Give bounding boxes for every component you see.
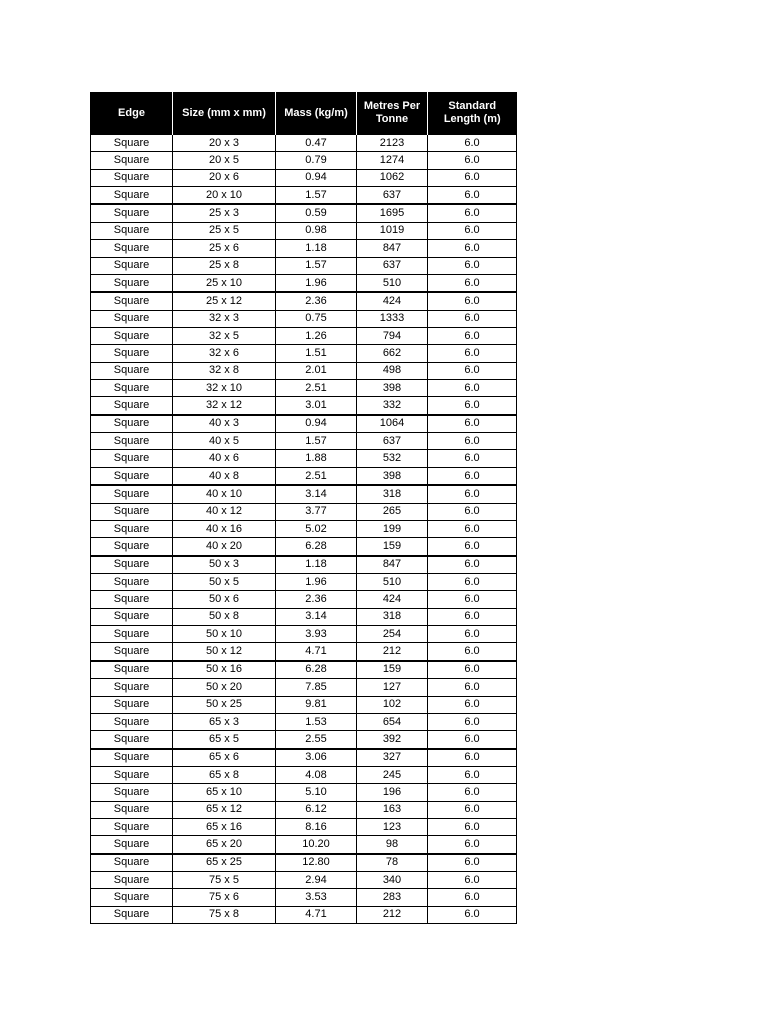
cell-size: 75 x 6 [173, 889, 276, 906]
cell-standard-length: 6.0 [428, 661, 517, 679]
cell-edge: Square [91, 836, 173, 854]
cell-metres-per-tonne: 662 [357, 345, 428, 362]
cell-metres-per-tonne: 265 [357, 503, 428, 520]
cell-metres-per-tonne: 2123 [357, 135, 428, 152]
cell-mass: 1.18 [276, 556, 357, 574]
cell-standard-length: 6.0 [428, 749, 517, 767]
cell-mass: 1.96 [276, 274, 357, 292]
cell-edge: Square [91, 906, 173, 923]
cell-standard-length: 6.0 [428, 450, 517, 467]
cell-standard-length: 6.0 [428, 169, 517, 186]
cell-mass: 2.36 [276, 292, 357, 310]
table-row [91, 433, 517, 450]
cell-metres-per-tonne: 424 [357, 591, 428, 608]
cell-edge: Square [91, 222, 173, 239]
cell-metres-per-tonne: 392 [357, 731, 428, 749]
header-standard-length: Standard Length (m) [428, 92, 517, 135]
cell-mass: 4.71 [276, 643, 357, 661]
cell-standard-length: 6.0 [428, 626, 517, 643]
cell-mass: 2.51 [276, 380, 357, 397]
cell-mass: 0.75 [276, 310, 357, 327]
cell-metres-per-tonne: 199 [357, 520, 428, 537]
cell-metres-per-tonne: 245 [357, 766, 428, 783]
cell-metres-per-tonne: 332 [357, 397, 428, 415]
cell-size: 40 x 6 [173, 450, 276, 467]
table-row [91, 872, 517, 889]
cell-edge: Square [91, 573, 173, 590]
cell-size: 50 x 8 [173, 608, 276, 625]
cell-standard-length: 6.0 [428, 801, 517, 818]
table-row [91, 696, 517, 713]
cell-standard-length: 6.0 [428, 204, 517, 222]
cell-size: 50 x 10 [173, 626, 276, 643]
cell-standard-length: 6.0 [428, 591, 517, 608]
cell-size: 50 x 25 [173, 696, 276, 713]
cell-mass: 4.71 [276, 906, 357, 923]
cell-standard-length: 6.0 [428, 274, 517, 292]
table-row [91, 135, 517, 152]
cell-size: 65 x 8 [173, 766, 276, 783]
cell-metres-per-tonne: 532 [357, 450, 428, 467]
table-row [91, 538, 517, 556]
table-row [91, 889, 517, 906]
table-row [91, 292, 517, 310]
table-row [91, 749, 517, 767]
table-row [91, 854, 517, 872]
cell-edge: Square [91, 556, 173, 574]
table-row [91, 801, 517, 818]
cell-mass: 0.59 [276, 204, 357, 222]
cell-standard-length: 6.0 [428, 222, 517, 239]
cell-size: 25 x 6 [173, 240, 276, 257]
cell-size: 20 x 10 [173, 187, 276, 205]
table-row [91, 836, 517, 854]
header-mass: Mass (kg/m) [276, 92, 357, 135]
cell-size: 32 x 10 [173, 380, 276, 397]
cell-metres-per-tonne: 318 [357, 485, 428, 503]
cell-standard-length: 6.0 [428, 520, 517, 537]
cell-size: 65 x 20 [173, 836, 276, 854]
cell-mass: 1.53 [276, 713, 357, 730]
cell-size: 65 x 12 [173, 801, 276, 818]
cell-metres-per-tonne: 847 [357, 240, 428, 257]
cell-size: 32 x 12 [173, 397, 276, 415]
cell-mass: 2.36 [276, 591, 357, 608]
cell-metres-per-tonne: 637 [357, 257, 428, 274]
cell-metres-per-tonne: 159 [357, 538, 428, 556]
cell-standard-length: 6.0 [428, 467, 517, 485]
cell-standard-length: 6.0 [428, 397, 517, 415]
cell-metres-per-tonne: 318 [357, 608, 428, 625]
cell-edge: Square [91, 380, 173, 397]
cell-size: 20 x 3 [173, 135, 276, 152]
cell-metres-per-tonne: 510 [357, 573, 428, 590]
cell-mass: 6.12 [276, 801, 357, 818]
table-row [91, 380, 517, 397]
cell-metres-per-tonne: 1274 [357, 152, 428, 169]
cell-standard-length: 6.0 [428, 345, 517, 362]
cell-standard-length: 6.0 [428, 327, 517, 344]
cell-mass: 8.16 [276, 819, 357, 836]
table-row [91, 152, 517, 169]
cell-edge: Square [91, 292, 173, 310]
table-row [91, 485, 517, 503]
cell-standard-length: 6.0 [428, 872, 517, 889]
cell-mass: 2.51 [276, 467, 357, 485]
cell-mass: 3.01 [276, 397, 357, 415]
cell-mass: 0.79 [276, 152, 357, 169]
cell-size: 25 x 3 [173, 204, 276, 222]
cell-metres-per-tonne: 212 [357, 643, 428, 661]
cell-edge: Square [91, 257, 173, 274]
cell-edge: Square [91, 310, 173, 327]
cell-standard-length: 6.0 [428, 310, 517, 327]
cell-edge: Square [91, 591, 173, 608]
cell-metres-per-tonne: 1333 [357, 310, 428, 327]
cell-standard-length: 6.0 [428, 836, 517, 854]
cell-mass: 3.53 [276, 889, 357, 906]
cell-edge: Square [91, 204, 173, 222]
cell-mass: 3.93 [276, 626, 357, 643]
cell-standard-length: 6.0 [428, 679, 517, 696]
cell-standard-length: 6.0 [428, 380, 517, 397]
cell-edge: Square [91, 679, 173, 696]
cell-mass: 12.80 [276, 854, 357, 872]
cell-size: 32 x 3 [173, 310, 276, 327]
cell-mass: 1.51 [276, 345, 357, 362]
cell-edge: Square [91, 696, 173, 713]
cell-mass: 5.02 [276, 520, 357, 537]
cell-metres-per-tonne: 847 [357, 556, 428, 574]
cell-edge: Square [91, 713, 173, 730]
table-row [91, 274, 517, 292]
cell-edge: Square [91, 433, 173, 450]
cell-size: 75 x 8 [173, 906, 276, 923]
cell-size: 50 x 16 [173, 661, 276, 679]
header-edge: Edge [91, 92, 173, 135]
cell-metres-per-tonne: 637 [357, 187, 428, 205]
cell-size: 50 x 12 [173, 643, 276, 661]
table-row [91, 345, 517, 362]
cell-standard-length: 6.0 [428, 240, 517, 257]
table-row [91, 713, 517, 730]
cell-edge: Square [91, 397, 173, 415]
cell-mass: 2.01 [276, 362, 357, 379]
header-size: Size (mm x mm) [173, 92, 276, 135]
table-row [91, 608, 517, 625]
cell-metres-per-tonne: 498 [357, 362, 428, 379]
table-row [91, 573, 517, 590]
table-row [91, 362, 517, 379]
cell-edge: Square [91, 520, 173, 537]
table-row [91, 204, 517, 222]
cell-edge: Square [91, 345, 173, 362]
cell-edge: Square [91, 274, 173, 292]
cell-edge: Square [91, 467, 173, 485]
cell-metres-per-tonne: 1062 [357, 169, 428, 186]
cell-edge: Square [91, 450, 173, 467]
cell-metres-per-tonne: 1019 [357, 222, 428, 239]
cell-mass: 1.96 [276, 573, 357, 590]
cell-edge: Square [91, 169, 173, 186]
cell-size: 65 x 5 [173, 731, 276, 749]
table-body [91, 135, 517, 924]
cell-metres-per-tonne: 794 [357, 327, 428, 344]
cell-metres-per-tonne: 510 [357, 274, 428, 292]
cell-edge: Square [91, 766, 173, 783]
cell-size: 65 x 10 [173, 784, 276, 801]
cell-metres-per-tonne: 98 [357, 836, 428, 854]
cell-mass: 0.98 [276, 222, 357, 239]
cell-size: 25 x 5 [173, 222, 276, 239]
cell-edge: Square [91, 854, 173, 872]
cell-size: 40 x 3 [173, 415, 276, 433]
cell-standard-length: 6.0 [428, 485, 517, 503]
cell-standard-length: 6.0 [428, 257, 517, 274]
cell-standard-length: 6.0 [428, 889, 517, 906]
table-row [91, 819, 517, 836]
cell-mass: 6.28 [276, 538, 357, 556]
cell-standard-length: 6.0 [428, 906, 517, 923]
table-row [91, 397, 517, 415]
cell-size: 50 x 5 [173, 573, 276, 590]
table-header-row [91, 92, 517, 135]
cell-mass: 3.14 [276, 485, 357, 503]
cell-edge: Square [91, 362, 173, 379]
cell-metres-per-tonne: 327 [357, 749, 428, 767]
cell-metres-per-tonne: 123 [357, 819, 428, 836]
cell-standard-length: 6.0 [428, 766, 517, 783]
cell-edge: Square [91, 626, 173, 643]
cell-mass: 0.47 [276, 135, 357, 152]
cell-size: 40 x 8 [173, 467, 276, 485]
cell-mass: 0.94 [276, 169, 357, 186]
cell-standard-length: 6.0 [428, 643, 517, 661]
cell-standard-length: 6.0 [428, 784, 517, 801]
cell-mass: 0.94 [276, 415, 357, 433]
cell-size: 40 x 20 [173, 538, 276, 556]
table-row [91, 679, 517, 696]
cell-edge: Square [91, 135, 173, 152]
cell-metres-per-tonne: 398 [357, 467, 428, 485]
cell-edge: Square [91, 819, 173, 836]
cell-edge: Square [91, 503, 173, 520]
cell-edge: Square [91, 784, 173, 801]
cell-metres-per-tonne: 127 [357, 679, 428, 696]
cell-edge: Square [91, 538, 173, 556]
table-row [91, 731, 517, 749]
cell-metres-per-tonne: 254 [357, 626, 428, 643]
cell-metres-per-tonne: 1695 [357, 204, 428, 222]
cell-edge: Square [91, 661, 173, 679]
cell-edge: Square [91, 485, 173, 503]
cell-edge: Square [91, 749, 173, 767]
cell-size: 32 x 6 [173, 345, 276, 362]
cell-mass: 7.85 [276, 679, 357, 696]
cell-size: 32 x 8 [173, 362, 276, 379]
cell-edge: Square [91, 608, 173, 625]
table-row [91, 310, 517, 327]
table-row [91, 450, 517, 467]
cell-metres-per-tonne: 340 [357, 872, 428, 889]
cell-metres-per-tonne: 283 [357, 889, 428, 906]
table-row [91, 766, 517, 783]
cell-standard-length: 6.0 [428, 854, 517, 872]
cell-size: 50 x 20 [173, 679, 276, 696]
cell-edge: Square [91, 327, 173, 344]
table-row [91, 415, 517, 433]
cell-standard-length: 6.0 [428, 433, 517, 450]
cell-standard-length: 6.0 [428, 713, 517, 730]
table-row [91, 626, 517, 643]
cell-size: 65 x 16 [173, 819, 276, 836]
cell-size: 40 x 12 [173, 503, 276, 520]
cell-metres-per-tonne: 637 [357, 433, 428, 450]
table-row [91, 784, 517, 801]
cell-mass: 2.55 [276, 731, 357, 749]
cell-mass: 4.08 [276, 766, 357, 783]
cell-mass: 10.20 [276, 836, 357, 854]
cell-edge: Square [91, 187, 173, 205]
table-row [91, 169, 517, 186]
cell-metres-per-tonne: 196 [357, 784, 428, 801]
cell-metres-per-tonne: 212 [357, 906, 428, 923]
table-row [91, 591, 517, 608]
cell-standard-length: 6.0 [428, 696, 517, 713]
cell-standard-length: 6.0 [428, 538, 517, 556]
cell-size: 25 x 8 [173, 257, 276, 274]
cell-size: 25 x 10 [173, 274, 276, 292]
cell-mass: 1.18 [276, 240, 357, 257]
cell-mass: 3.14 [276, 608, 357, 625]
table-row [91, 661, 517, 679]
spec-sheet [90, 92, 517, 924]
cell-metres-per-tonne: 424 [357, 292, 428, 310]
table-row [91, 643, 517, 661]
cell-edge: Square [91, 731, 173, 749]
cell-size: 75 x 5 [173, 872, 276, 889]
cell-size: 65 x 25 [173, 854, 276, 872]
cell-size: 20 x 5 [173, 152, 276, 169]
table-row [91, 556, 517, 574]
cell-mass: 2.94 [276, 872, 357, 889]
cell-metres-per-tonne: 1064 [357, 415, 428, 433]
cell-edge: Square [91, 643, 173, 661]
cell-mass: 1.57 [276, 257, 357, 274]
cell-edge: Square [91, 889, 173, 906]
cell-standard-length: 6.0 [428, 819, 517, 836]
cell-mass: 1.88 [276, 450, 357, 467]
cell-mass: 3.06 [276, 749, 357, 767]
cell-mass: 3.77 [276, 503, 357, 520]
flat-bar-spec-table [90, 92, 517, 924]
cell-size: 50 x 3 [173, 556, 276, 574]
cell-metres-per-tonne: 398 [357, 380, 428, 397]
cell-metres-per-tonne: 163 [357, 801, 428, 818]
cell-mass: 9.81 [276, 696, 357, 713]
cell-metres-per-tonne: 78 [357, 854, 428, 872]
cell-edge: Square [91, 415, 173, 433]
table-row [91, 240, 517, 257]
cell-standard-length: 6.0 [428, 187, 517, 205]
cell-size: 65 x 6 [173, 749, 276, 767]
cell-mass: 1.26 [276, 327, 357, 344]
cell-standard-length: 6.0 [428, 731, 517, 749]
cell-mass: 5.10 [276, 784, 357, 801]
cell-standard-length: 6.0 [428, 362, 517, 379]
cell-standard-length: 6.0 [428, 292, 517, 310]
cell-standard-length: 6.0 [428, 573, 517, 590]
cell-size: 65 x 3 [173, 713, 276, 730]
table-row [91, 520, 517, 537]
table-row [91, 187, 517, 205]
cell-standard-length: 6.0 [428, 135, 517, 152]
table-row [91, 327, 517, 344]
cell-mass: 6.28 [276, 661, 357, 679]
cell-edge: Square [91, 801, 173, 818]
cell-size: 40 x 10 [173, 485, 276, 503]
cell-size: 20 x 6 [173, 169, 276, 186]
cell-standard-length: 6.0 [428, 152, 517, 169]
table-row [91, 257, 517, 274]
cell-mass: 1.57 [276, 433, 357, 450]
cell-edge: Square [91, 240, 173, 257]
cell-standard-length: 6.0 [428, 415, 517, 433]
table-row [91, 503, 517, 520]
cell-size: 25 x 12 [173, 292, 276, 310]
cell-standard-length: 6.0 [428, 556, 517, 574]
cell-size: 50 x 6 [173, 591, 276, 608]
cell-size: 40 x 5 [173, 433, 276, 450]
cell-metres-per-tonne: 654 [357, 713, 428, 730]
cell-size: 40 x 16 [173, 520, 276, 537]
table-row [91, 222, 517, 239]
cell-edge: Square [91, 872, 173, 889]
cell-metres-per-tonne: 159 [357, 661, 428, 679]
cell-edge: Square [91, 152, 173, 169]
cell-standard-length: 6.0 [428, 503, 517, 520]
header-metres-per-tonne: Metres Per Tonne [357, 92, 428, 135]
table-row [91, 906, 517, 923]
cell-size: 32 x 5 [173, 327, 276, 344]
cell-standard-length: 6.0 [428, 608, 517, 625]
cell-mass: 1.57 [276, 187, 357, 205]
table-row [91, 467, 517, 485]
cell-metres-per-tonne: 102 [357, 696, 428, 713]
